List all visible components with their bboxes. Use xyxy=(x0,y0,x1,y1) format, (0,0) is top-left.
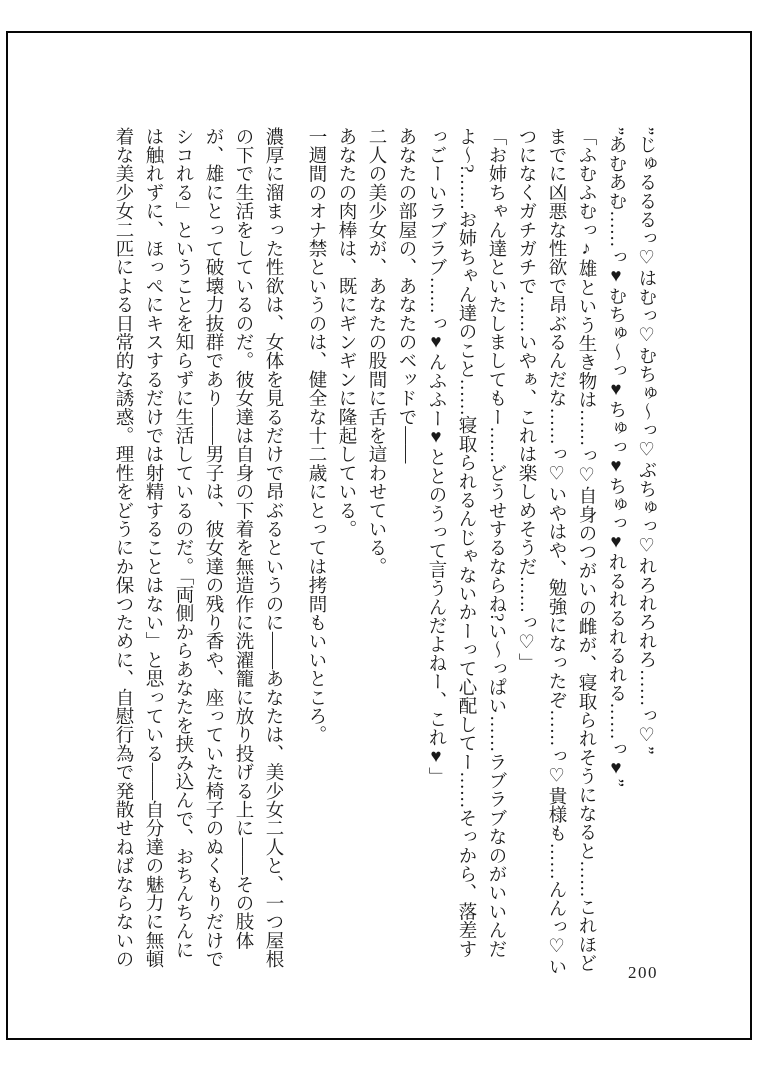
text-line: 「ふむふむっ♪雄という生き物は……っ♡自身のつがいの雌が、寝取られそうになると……これほど xyxy=(576,127,596,973)
text-line: 着な美少女二匹による日常的な誘惑。理性をどうにか保つために、自慰行為で発散せねばならないの xyxy=(113,127,133,969)
text-line: は触れずに、ほっぺにキスするだけでは射精することはない」と思っている――自分達の魅力に無頓 xyxy=(143,127,163,969)
text-line: ”じゅるるるっ♡はむっ♡むちゅ〜っ♡ぶちゅっ♡れろれろれろ……っ♡” xyxy=(636,127,656,755)
text-line: ”あむあむ……っ♥むちゅ〜っ♥ちゅっ♥ちゅっ♥れるれるれるれる……っ♥” xyxy=(606,127,626,788)
text-line: までに凶悪な性欲で昂ぶるんだな……っ♡いやはや、勉強になったぞ……っ♡貴様も……んんっ♡い xyxy=(546,127,566,976)
text-line: っごーいラブラブ……っ♥んふふー♥ととのうって言うんだよねー、これ♥」 xyxy=(426,127,446,786)
text-line: 二人の美少女が、あなたの股間に舌を這わせている。 xyxy=(366,127,386,576)
text-line: 「お姉ちゃん達といたしましてもー……どうせするならね?い〜っぱい……ラブラブなのがいいんだ xyxy=(486,127,506,959)
text-line: あなたの肉棒は、既にギンギンに隆起している。 xyxy=(336,127,356,539)
vertical-text-block xyxy=(108,127,661,977)
text-line: よ〜?……お姉ちゃん達のこと……寝取られるんじゃないかーって心配してー……そっから、落差す xyxy=(456,127,476,959)
text-line: あなたの部屋の、あなたのベッドで―― xyxy=(396,127,416,464)
text-line: シコれる」ということを知らずに生活しているのだ。「両側からあなたを挟み込んで、おちんちんに xyxy=(173,127,193,960)
text-line: 濃厚に溜まった性欲は、女体を見るだけで昂ぶるというのに――あなたは、美少女二人と、一つ屋根 xyxy=(263,127,283,969)
paragraph xyxy=(108,127,288,977)
text-line: つになくガチガチで……いやぁ、これは楽しめそうだ……っ♡」 xyxy=(516,127,536,672)
text-line: 一週間のオナ禁というのは、健全な十二歳にとっては拷問もいいところ。 xyxy=(306,127,326,745)
text-line: の下で生活をしているのだ。彼女達は自身の下着を無造作に洗濯籠に放り投げる上に――その肢体 xyxy=(233,127,253,950)
page-number: 200 xyxy=(628,963,658,982)
paragraph xyxy=(301,127,661,977)
text-line: が、雄にとって破壊力抜群であり――男子は、彼女達の残り香や、座っていた椅子のぬくもりだけで xyxy=(203,127,223,969)
